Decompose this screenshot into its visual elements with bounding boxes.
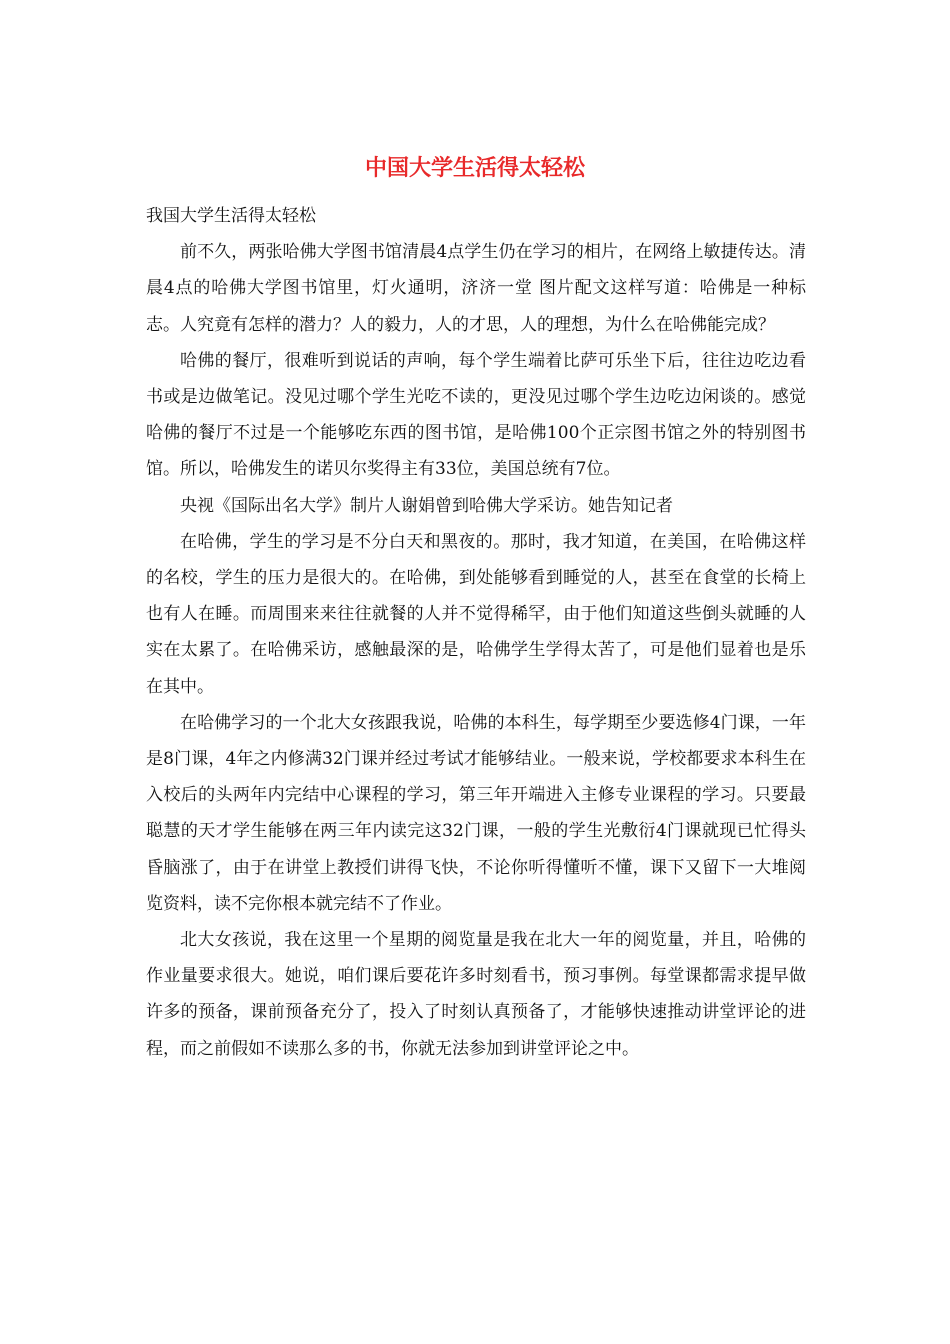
paragraph-1: 前不久，两张哈佛大学图书馆清晨4点学生仍在学习的相片，在网络上敏捷传达。清晨4点的哈佛大学图书馆里，灯火通明，济济一堂 图片配文这样写道：哈佛是一种标志。人究竟有怎样的潜力？人的毅力，人的才思，人的理想，为什么在哈佛能完成？ [146, 242, 806, 335]
document-title: 中国大学生活得太轻松 [364, 155, 585, 181]
paragraph-6: 北大女孩说，我在这里一个星期的阅览量是我在北大一年的阅览量，并且，哈佛的作业量要求很大。她说，咱们课后要花许多时刻看书，预习事例。每堂课都需求提早做许多的预备，课前预备充分了，投入了时刻认真预备了，才能够快速推动讲堂评论的进程，而之前假如不读那么多的书，你就无法参加到讲堂评论之中。 [146, 930, 806, 1059]
document-body [146, 198, 806, 1067]
paragraph-3: 央视《国际出名大学》制片人谢娟曾到哈佛大学采访。她告知记者 [180, 495, 673, 516]
paragraph-2: 哈佛的餐厅，很难听到说话的声响，每个学生端着比萨可乐坐下后，往往边吃边看书或是边做笔记。没见过哪个学生光吃不读的，更没见过哪个学生边吃边闲谈的。感觉哈佛的餐厅不过是一个能够吃东西的图书馆，是哈佛100个正宗图书馆之外的特别图书馆。所以，哈佛发生的诺贝尔奖得主有33位，美国总统有7位。 [146, 350, 806, 480]
paragraph-4: 在哈佛，学生的学习是不分白天和黑夜的。那时，我才知道，在美国，在哈佛这样的名校，学生的压力是很大的。在哈佛，到处能够看到睡觉的人，甚至在食堂的长椅上也有人在睡。而周围来来往往就餐的人并不觉得稀罕，由于他们知道这些倒头就睡的人实在太累了。在哈佛采访，感触最深的是，哈佛学生学得太苦了，可是他们显着也是乐在其中。 [146, 531, 806, 697]
document-subtitle: 我国大学生活得太轻松 [146, 206, 316, 226]
paragraph-5: 在哈佛学习的一个北大女孩跟我说，哈佛的本科生，每学期至少要选修4门课，一年是8门课，4年之内修满32门课并经过考试才能够结业。一般来说，学校都要求本科生在入校后的头两年内完结中心课程的学习，第三年开端进入主修专业课程的学习。只要最聪慧的天才学生能够在两三年内读完这32门课，一般的学生光敷衍4门课就现已忙得头昏脑涨了，由于在讲堂上教授们讲得飞快，不论你听得懂听不懂，课下又留下一大堆阅览资料，读不完你根本就完结不了作业。 [146, 712, 806, 914]
